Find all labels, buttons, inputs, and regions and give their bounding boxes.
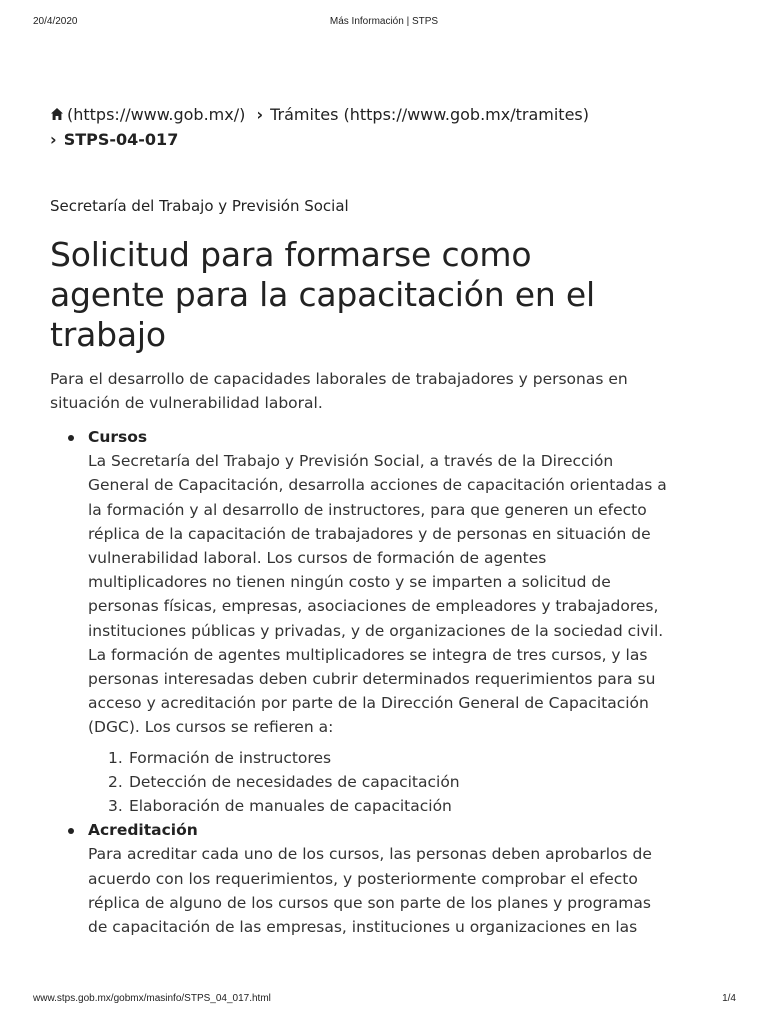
body-line: réplica de alguno de los cursos que son parte de los planes y programas bbox=[88, 893, 651, 912]
breadcrumb-separator: › bbox=[256, 105, 264, 124]
print-page-title: Más Información | STPS bbox=[329, 16, 439, 27]
course-label: Elaboración de manuales de capacitación bbox=[128, 797, 452, 816]
breadcrumb-separator: › bbox=[50, 130, 57, 149]
bullet-icon bbox=[68, 828, 74, 834]
body-line: personas físicas, empresas, asociaciones de empleadores y trabajadores, bbox=[88, 597, 659, 616]
list-item bbox=[108, 794, 730, 818]
main-content bbox=[50, 102, 730, 939]
list-item bbox=[108, 746, 730, 770]
page-title-line: trabajo bbox=[50, 315, 166, 354]
body-line: acuerdo con los requerimientos, y posteriormente comprobar el efecto bbox=[88, 869, 638, 888]
section-title: Acreditación bbox=[88, 821, 198, 840]
body-line: General de Capacitación, desarrolla acciones de capacitación orientadas a bbox=[88, 476, 667, 495]
page-title-line: agente para la capacitación en el bbox=[50, 275, 595, 314]
body-line: la formación y al desarrollo de instructores, para que generen un efecto bbox=[88, 500, 647, 519]
lead-paragraph bbox=[50, 367, 690, 415]
body-line: réplica de la capacitación de trabajadores y de personas en situación de bbox=[88, 524, 651, 543]
list-number: 1. bbox=[108, 748, 123, 767]
body-line: Para acreditar cada uno de los cursos, las personas deben aprobarlos de bbox=[88, 845, 652, 864]
breadcrumb bbox=[50, 102, 730, 152]
section-title: Cursos bbox=[88, 428, 148, 446]
section-body bbox=[88, 449, 720, 739]
body-line: de capacitación de las empresas, instituciones u organizaciones en las bbox=[88, 918, 638, 937]
page-title bbox=[50, 235, 730, 355]
body-line: personas interesadas deben cubrir determinados requerimientos para su bbox=[88, 670, 656, 689]
body-line: multiplicadores no tienen ningún costo y se imparten a solicitud de bbox=[88, 573, 611, 592]
section-acreditacion bbox=[88, 818, 730, 939]
breadcrumb-home-link[interactable] bbox=[50, 105, 250, 124]
breadcrumb-tramites-link[interactable]: Trámites (https://www.gob.mx/tramites) bbox=[270, 105, 589, 124]
body-line: acceso y acreditación por parte de la Dirección General de Capacitación bbox=[88, 694, 649, 713]
section-body bbox=[88, 842, 720, 939]
lead-line: Para el desarrollo de capacidades laborales de trabajadores y personas en bbox=[50, 370, 628, 388]
list-number: 3. bbox=[108, 797, 123, 816]
body-line: La formación de agentes multiplicadores se integra de tres cursos, y las bbox=[88, 645, 648, 664]
page-title-line: Solicitud para formarse como bbox=[50, 235, 532, 274]
sections-list bbox=[50, 425, 730, 939]
home-icon bbox=[50, 107, 64, 121]
body-line: La Secretaría del Trabajo y Previsión Social, a través de la Dirección bbox=[88, 452, 614, 471]
page-number: 1/4 bbox=[722, 993, 736, 1004]
breadcrumb-current: STPS-04-017 bbox=[63, 130, 179, 149]
print-url: www.stps.gob.mx/gobmx/masinfo/STPS_04_017.html bbox=[33, 993, 271, 1004]
list-item bbox=[108, 770, 730, 794]
body-line: vulnerabilidad laboral. Los cursos de formación de agentes bbox=[88, 549, 547, 568]
courses-list bbox=[88, 746, 730, 819]
course-label: Detección de necesidades de capacitación bbox=[128, 772, 460, 791]
list-number: 2. bbox=[108, 772, 123, 791]
section-cursos bbox=[88, 425, 730, 818]
lead-line: situación de vulnerabilidad laboral. bbox=[50, 394, 323, 412]
body-line: (DGC). Los cursos se refieren a: bbox=[88, 718, 334, 737]
agency-name: Secretaría del Trabajo y Previsión Social bbox=[50, 197, 349, 215]
body-line: instituciones públicas y privadas, y de organizaciones de la sociedad civil. bbox=[88, 621, 664, 640]
breadcrumb-home-text: (https://www.gob.mx/) bbox=[67, 105, 246, 124]
bullet-icon bbox=[68, 435, 74, 441]
course-label: Formación de instructores bbox=[128, 748, 332, 767]
print-date: 20/4/2020 bbox=[33, 16, 78, 27]
